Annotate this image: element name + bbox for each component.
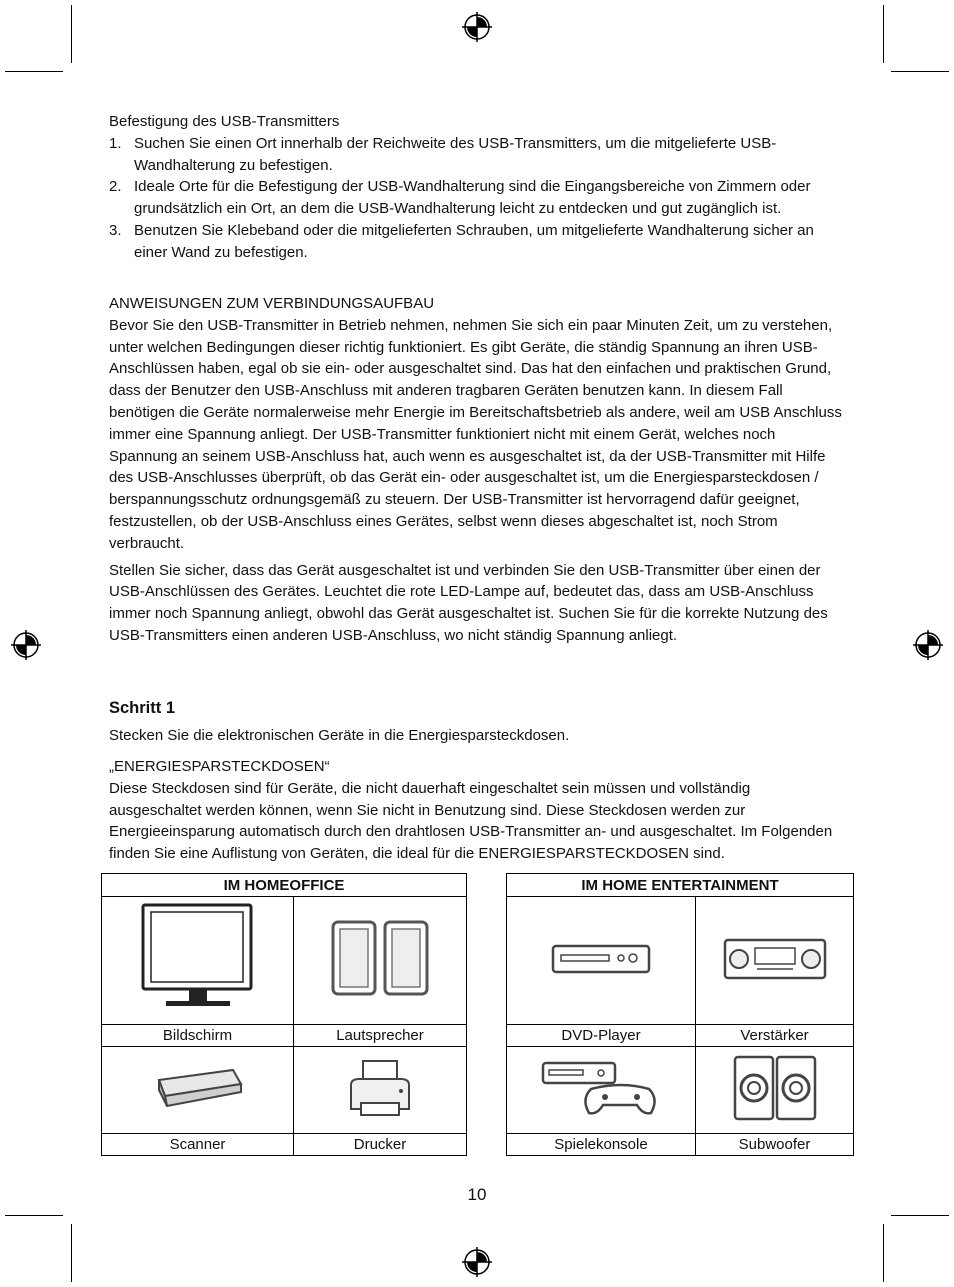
game-console-label: Spielekonsole: [507, 1134, 696, 1156]
step1-heading: Schritt 1: [109, 699, 176, 717]
mount-section: [109, 111, 844, 264]
game-console-icon: [541, 1059, 661, 1117]
mount-step-2: 2. Ideale Orte für die Befestigung der USB-Wandhalterung sind die Eingangsbereiche von Zimmern oder grundsätzlich ein Ort, an dem die USB-Wandhalterung leicht zu entdecken und gut zugänglich ist.: [109, 178, 811, 218]
mount-heading: Befestigung des USB-Transmitters: [109, 113, 340, 130]
mount-step-1: 1. Suchen Sie einen Ort innerhalb der Reichweite des USB-Transmitters, um die mitgelieferte USB-Wandhalterung zu befestigen.: [109, 134, 777, 174]
speakers-label: Lautsprecher: [294, 1025, 467, 1047]
sockets-section: [109, 756, 844, 865]
scanner-cell: [102, 1047, 294, 1134]
subwoofer-cell: [696, 1047, 854, 1134]
connection-paragraph-2: Stellen Sie sicher, dass das Gerät ausgeschaltet ist und verbinden Sie den USB-Transmitter über einen der USB-Anschlüssen des Gerätes. Leuchtet die rote LED-Lampe auf, bedeutet das, dass am USB-Anschluss immer noch Spannung anliegt, obwohl das Gerät ausgeschaltet ist. Suchen Sie für die korrekte Nutzung des USB-Transmitters einen anderen USB-Anschluss, wo nicht ständig Spannung anliegt.: [109, 561, 828, 644]
dvd-player-label: DVD-Player: [507, 1025, 696, 1047]
connection-section: [109, 293, 844, 647]
connection-paragraph-1: Bevor Sie den USB-Transmitter in Betrieb nehmen, nehmen Sie sich ein paar Minuten Zeit, um zu verstehen, unter welchen Bedingungen dieser richtig funktioniert. Es gibt Geräte, die ständig Spannung an ihren USB-Anschlüssen haben, egal ob sie ein- oder ausgeschaltet sind. Das hat den einfachen und praktischen Grund, dass der Benutzer den USB-Anschluss mit anderen tragbaren Geräten benutzen kann. In diesem Fall benötigen die Geräte normalerweise mehr Energie im Bereitschaftsbetrieb als andere, weil am USB Anschluss immer eine Spannung anliegt. Der USB-Transmitter funktioniert nicht mit einem Gerät, welches noch Spannung an seinem USB-Anschluss hat, auch wenn es ausgeschaltet ist, da der USB-Transmitter mit Hilfe des USB-Anschlusses überprüft, ob das Gerät ein- oder ausgeschaltet ist, um die Energiesparsteckdosen / berspannungsschutz ordnungsgemäß zu steuern. Der USB-Transmitter ist hervorragend dafür geeignet, festzustellen, ob der USB-Anschluss eines Gerätes, selbst wenn dieses abgeschaltet ist, noch Strom verbraucht.: [109, 316, 842, 552]
crop-mark: [5, 1215, 63, 1216]
homeoffice-title: IM HOMEOFFICE: [102, 874, 467, 897]
scanner-label: Scanner: [102, 1134, 294, 1156]
subwoofer-label: Subwoofer: [696, 1134, 854, 1156]
registration-mark-icon: [462, 12, 492, 42]
connection-heading: ANWEISUNGEN ZUM VERBINDUNGSAUFBAU: [109, 295, 435, 312]
registration-mark-icon: [913, 630, 943, 660]
subwoofer-icon: [733, 1055, 817, 1121]
registration-mark-icon: [462, 1247, 492, 1277]
sockets-heading: „ENERGIESPARSTECKDOSEN“: [109, 758, 330, 775]
entertainment-title: IM HOME ENTERTAINMENT: [507, 874, 854, 897]
monitor-label: Bildschirm: [102, 1025, 294, 1047]
speakers-icon: [331, 920, 429, 998]
crop-mark: [883, 5, 884, 63]
crop-mark: [71, 1224, 72, 1282]
speakers-cell: [294, 897, 467, 1025]
homeoffice-table: [101, 873, 467, 1156]
amplifier-icon: [723, 938, 827, 980]
printer-cell: [294, 1047, 467, 1134]
crop-mark: [891, 71, 949, 72]
dvd-player-icon: [551, 944, 651, 974]
crop-mark: [891, 1215, 949, 1216]
step1-section: [109, 698, 844, 747]
printer-label: Drucker: [294, 1134, 467, 1156]
entertainment-table: [506, 873, 854, 1156]
mount-step-3: 3. Benutzen Sie Klebeband oder die mitgelieferten Schrauben, um mitgelieferte Wandhalterung sicher an einer Wand zu befestigen.: [109, 221, 814, 261]
step1-text: Stecken Sie die elektronischen Geräte in die Energiesparsteckdosen.: [109, 726, 570, 744]
amplifier-cell: [696, 897, 854, 1025]
monitor-cell: [102, 897, 294, 1025]
sockets-text: Diese Steckdosen sind für Geräte, die nicht dauerhaft eingeschaltet sein müssen und vollständig ausgeschaltet werden können, wenn Sie nicht in Benutzung sind. Diese Steckdosen werden zur Energieeinsparung automatisch durch den drahtlosen USB-Transmitter an- und ausgeschaltet. Im Folgenden finden Sie eine Auflistung von Geräten, die ideal für die ENERGIESPARSTECKDOSEN sind.: [109, 779, 833, 863]
scanner-icon: [153, 1066, 243, 1110]
monitor-icon: [141, 903, 255, 1015]
crop-mark: [883, 1224, 884, 1282]
page-number: 10: [467, 1185, 487, 1204]
amplifier-label: Verstärker: [696, 1025, 854, 1047]
mount-steps: [109, 133, 844, 264]
dvd-player-cell: [507, 897, 696, 1025]
crop-mark: [71, 5, 72, 63]
registration-mark-icon: [11, 630, 41, 660]
printer-icon: [347, 1059, 413, 1117]
crop-mark: [5, 71, 63, 72]
game-console-cell: [507, 1047, 696, 1134]
